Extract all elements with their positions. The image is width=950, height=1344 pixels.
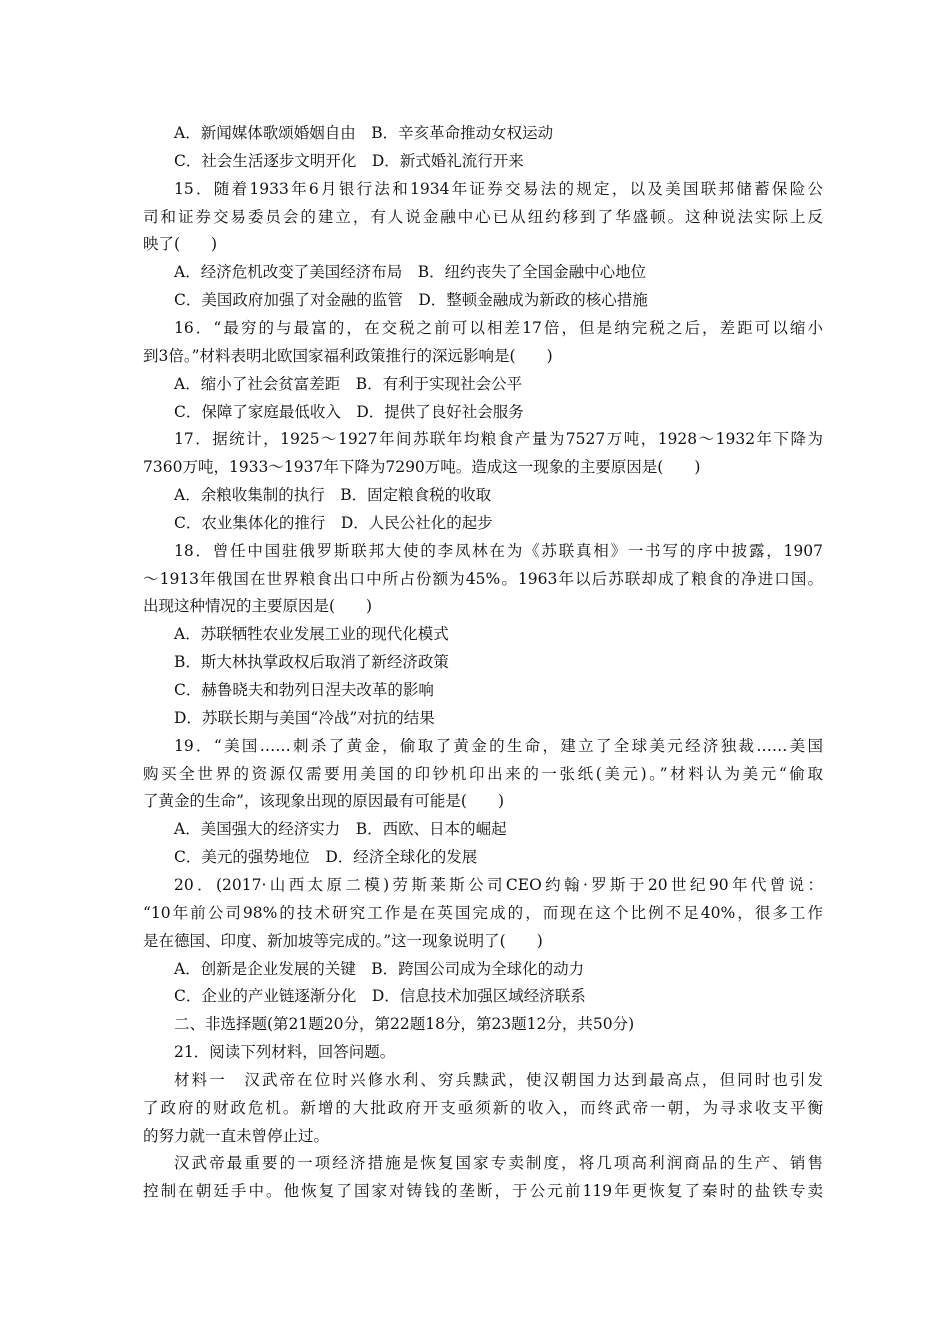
text-line: B．斯大林执掌政权后取消了新经济政策 bbox=[174, 653, 449, 672]
text-line: 15．随着1933年6月银行法和1934年证券交易法的规定，以及美国联邦储蓄保险公 bbox=[174, 179, 823, 198]
text-line: A．苏联牺牲农业发展工业的现代化模式 bbox=[174, 625, 449, 644]
text-line: A．创新是企业发展的关键 B．跨国公司成为全球化的动力 bbox=[174, 959, 585, 978]
text-line: A．缩小了社会贫富差距 B．有利于实现社会公平 bbox=[174, 374, 523, 393]
text-line: 二、非选择题(第21题20分，第22题18分，第23题12分，共50分) bbox=[174, 1015, 635, 1034]
text-line: 20．(2017·山西太原二模)劳斯莱斯公司CEO约翰·罗斯于20世纪90年代曾说： bbox=[174, 875, 823, 894]
text-line: 映了( ) bbox=[143, 235, 218, 254]
text-line: 司和证券交易委员会的建立，有人说金融中心已从纽约移到了华盛顿。这种说法实际上反 bbox=[143, 207, 823, 226]
text-line: 的努力就一直未曾停止过。 bbox=[143, 1126, 330, 1145]
text-line: C．美国政府加强了对金融的监管 D．整顿金融成为新政的核心措施 bbox=[174, 291, 648, 310]
text-line: C．美元的强势地位 D．经济全球化的发展 bbox=[174, 848, 478, 867]
text-line: 汉武帝最重要的一项经济措施是恢复国家专卖制度，将几项高利润商品的生产、销售 bbox=[174, 1154, 823, 1173]
text-line: “10年前公司98%的技术研究工作是在英国完成的，而现在这个比例不足40%，很多工作 bbox=[143, 903, 823, 922]
text-line: C．农业集体化的推行 D．人民公社化的起步 bbox=[174, 513, 493, 532]
text-line: 21．阅读下列材料，回答问题。 bbox=[174, 1043, 396, 1062]
text-line: A．新闻媒体歌颂婚姻自由 B．辛亥革命推动女权运动 bbox=[174, 124, 554, 142]
text-line: ～1913年俄国在世界粮食出口中所占份额为45%。1963年以后苏联却成了粮食的净进口国。 bbox=[143, 569, 823, 588]
text-line: C．企业的产业链逐渐分化 D．信息技术加强区域经济联系 bbox=[174, 987, 586, 1006]
text-line: 了黄金的生命”，该现象出现的原因最有可能是( ) bbox=[143, 792, 505, 811]
text-line: A．余粮收集制的执行 B．固定粮食税的收取 bbox=[174, 486, 492, 505]
text-line: 18．曾任中国驻俄罗斯联邦大使的李凤林在为《苏联真相》一书写的序中披露，1907 bbox=[174, 541, 823, 560]
text-line: 出现这种情况的主要原因是( ) bbox=[143, 597, 373, 616]
text-line: 购买全世界的资源仅需要用美国的印钞机印出来的一张纸(美元)。”材料认为美元“偷取 bbox=[143, 764, 823, 783]
text-line: D．苏联长期与美国“冷战”对抗的结果 bbox=[174, 708, 435, 727]
text-line: C．赫鲁晓夫和勃列日涅夫改革的影响 bbox=[174, 681, 434, 699]
text-line: A．美国强大的经济实力 B．西欧、日本的崛起 bbox=[174, 820, 507, 839]
text-line: A．经济危机改变了美国经济布局 B．纽约丧失了全国金融中心地位 bbox=[174, 263, 647, 282]
text-line: 7360万吨，1933～1937年下降为7290万吨。造成这一现象的主要原因是( ) bbox=[143, 458, 701, 477]
text-line: 控制在朝廷手中。他恢复了国家对铸钱的垄断，于公元前119年更恢复了秦时的盐铁专卖 bbox=[143, 1182, 823, 1201]
text-line: 19．“美国……刺杀了黄金，偷取了黄金的生命，建立了全球美元经济独裁……美国 bbox=[174, 736, 823, 755]
text-line: 16．“最穷的与最富的，在交税之前可以相差17倍，但是纳完税之后，差距可以缩小 bbox=[174, 318, 823, 337]
text-line: C．保障了家庭最低收入 D．提供了良好社会服务 bbox=[174, 402, 524, 421]
text-line: 材料一 汉武帝在位时兴修水利、穷兵黩武，使汉朝国力达到最高点，但同时也引发 bbox=[174, 1070, 823, 1089]
text-line: 到3倍。”材料表明北欧国家福利政策推行的深远影响是( ) bbox=[143, 346, 553, 365]
text-line: 是在德国、印度、新加坡等完成的。”这一现象说明了( ) bbox=[143, 931, 543, 950]
text-line: 17．据统计，1925～1927年间苏联年均粮食产量为7527万吨，1928～1932年下降为 bbox=[174, 430, 823, 449]
text-line: 了政府的财政危机。新增的大批政府开支亟须新的收入，而终武帝一朝，为寻求收支平衡 bbox=[143, 1098, 823, 1117]
text-line: C．社会生活逐步文明开化 D．新式婚礼流行开来 bbox=[174, 151, 524, 170]
